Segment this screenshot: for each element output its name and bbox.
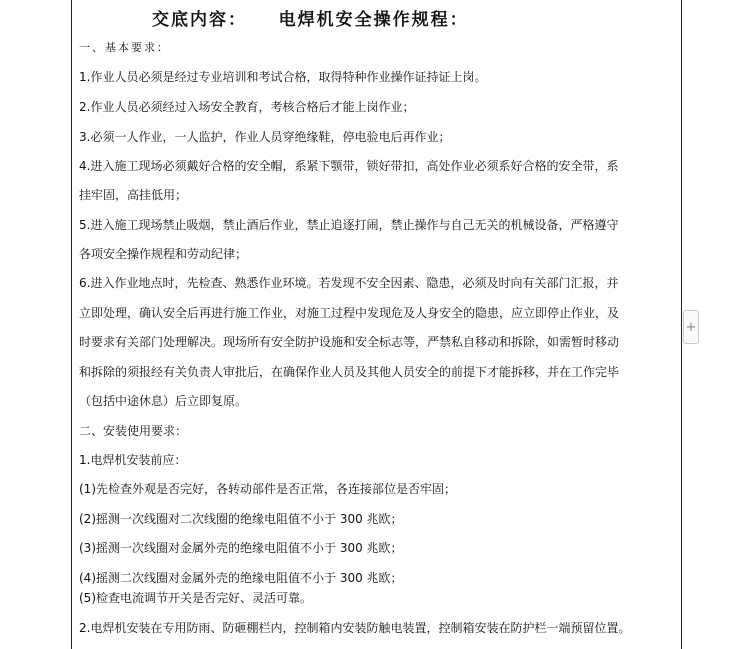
text-line: (1)先检查外观是否完好，各转动部件是否正常，各连接部位是否牢固；: [79, 482, 457, 496]
text-line: 各项安全操作规程和劳动纪律；: [79, 247, 248, 261]
text-line: 2.电焊机安装在专用防雨、防砸棚栏内，控制箱内安装防触电装置，控制箱安装在防护栏一端预留位置。: [79, 621, 631, 635]
text-line: (3)摇测一次线圈对金属外壳的绝缘电阻值不小于 300 兆欧；: [79, 541, 403, 555]
plus-icon: +: [685, 319, 697, 335]
text-line: (5)检查电流调节开关是否完好、灵活可靠。: [79, 591, 312, 605]
text-line: (4)摇测二次线圈对金属外壳的绝缘电阻值不小于 300 兆欧；: [79, 571, 403, 585]
text-line: 时要求有关部门处理解决。现场所有安全防护设施和安全标志等，严禁私自移动和拆除，如需暂时移动: [79, 335, 620, 349]
expand-plus-button[interactable]: [683, 310, 699, 344]
text-line: 4.进入施工现场必须戴好合格的安全帽，系紧下颚带，锁好带扣，高处作业必须系好合格的安全带，系: [79, 159, 619, 173]
text-line: (2)摇测一次线圈对二次线圈的绝缘电阻值不小于 300 兆欧；: [79, 512, 403, 526]
text-line: （包括中途休息）后立即复原。: [79, 394, 248, 408]
text-line: 立即处理，确认安全后再进行施工作业，对施工过程中发现危及人身安全的隐患，应立即停止作业，及: [79, 306, 620, 320]
document-title: 交底内容： 电焊机安全操作规程：: [152, 10, 469, 30]
text-line: 3.必须一人作业，一人监护，作业人员穿绝缘鞋，停电验电后再作业；: [79, 130, 451, 144]
document-page: [71, 0, 682, 649]
text-line: 6.进入作业地点时，先检查、熟悉作业环境。若发现不安全因素、隐患，必须及时向有关部门汇报，并: [79, 276, 619, 290]
section-heading-installation-requirements: 二、安装使用要求：: [79, 424, 188, 438]
text-line: 和拆除的须报经有关负责人审批后，在确保作业人员及其他人员安全的前提下才能拆移，并在工作完毕: [79, 365, 620, 379]
text-line: 5.进入施工现场禁止吸烟，禁止酒后作业，禁止追逐打闹，禁止操作与自己无关的机械设备，严格遵守: [79, 218, 619, 232]
text-line: 1.作业人员必须是经过专业培训和考试合格，取得特种作业操作证持证上岗。: [79, 70, 487, 84]
text-line: 1.电焊机安装前应：: [79, 453, 187, 467]
text-line: 2.作业人员必须经过入场安全教育，考核合格后才能上岗作业；: [79, 100, 415, 114]
text-line: 挂牢固，高挂低用；: [79, 188, 188, 202]
section-heading-basic-requirements: 一、基本要求：: [79, 41, 170, 54]
